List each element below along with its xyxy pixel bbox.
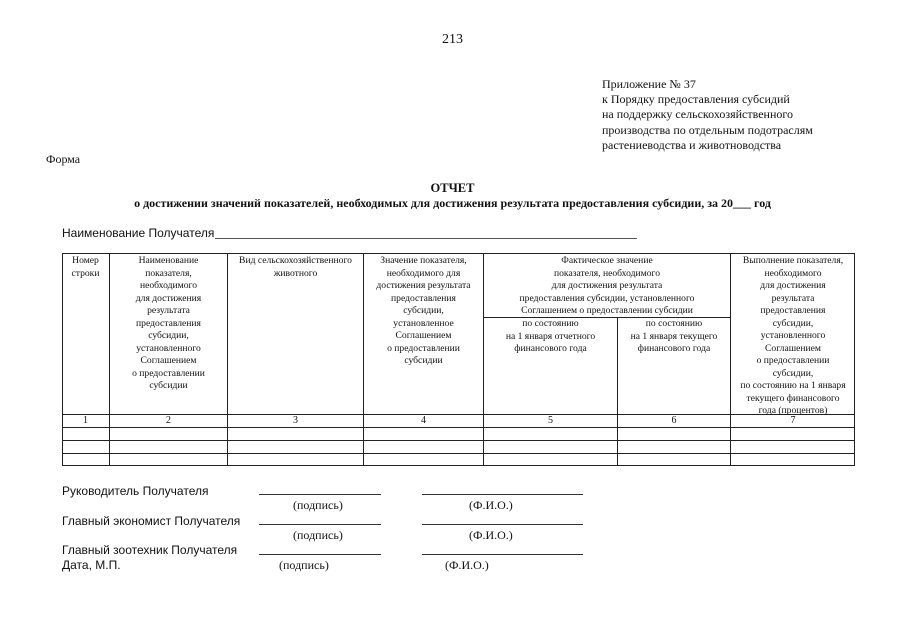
header-indicator-name: Наименование показателя, необходимого для достижения результата предоставления субсидии, установленного Соглашением о предоставлении субсидии bbox=[132, 255, 205, 391]
appendix-line: к Порядку предоставления субсидий bbox=[602, 92, 790, 107]
column-number: 2 bbox=[166, 415, 171, 426]
column-number: 5 bbox=[548, 415, 553, 426]
head-of-recipient-label: Руководитель Получателя bbox=[62, 484, 209, 498]
appendix-note bbox=[602, 77, 892, 153]
date-stamp-label: Дата, М.П. bbox=[62, 558, 121, 572]
table-row[interactable] bbox=[62, 428, 855, 440]
recipient-label: Наименование Получателя bbox=[62, 226, 215, 240]
column-number: 4 bbox=[421, 415, 426, 426]
header-target-value: Значение показателя, необходимого для достижения результата предоставления субсидии, установленное Соглашением о предоставлении субсидии bbox=[376, 255, 471, 366]
appendix-line: производства по отдельным подотраслям bbox=[602, 122, 813, 137]
name-hint: (Ф.И.О.) bbox=[469, 528, 513, 542]
chief-economist-label: Главный экономист Получателя bbox=[62, 514, 241, 528]
signature-hint: (подпись) bbox=[293, 498, 343, 512]
report-title: ОТЧЕТ bbox=[430, 181, 475, 195]
appendix-line: растениеводства и животноводства bbox=[602, 137, 782, 152]
zootechnician-signature-line[interactable] bbox=[259, 554, 381, 555]
column-number: 1 bbox=[83, 415, 88, 426]
header-actual-current-year: по состоянию на 1 января текущего финансового года bbox=[630, 318, 718, 354]
table-row[interactable] bbox=[62, 441, 855, 453]
header-actual-reporting-year: по состоянию на 1 января отчетного финансового года bbox=[505, 318, 596, 354]
column-number: 3 bbox=[293, 415, 298, 426]
header-fulfillment-percent: Выполнение показателя, необходимого для достижения результата предоставления субсидии, установленного Соглашением о предоставлении субсидии, по состоянию на 1 января текущего финансового года (процентов) bbox=[740, 255, 846, 416]
economist-signature-line[interactable] bbox=[259, 524, 381, 525]
header-row-number: Номер строки bbox=[71, 255, 100, 279]
column-number: 6 bbox=[671, 415, 677, 426]
form-label: Форма bbox=[46, 152, 81, 166]
appendix-line: на поддержку сельскохозяйственного bbox=[602, 107, 794, 122]
signature-hint: (подпись) bbox=[279, 558, 329, 572]
report-table bbox=[62, 253, 855, 466]
head-name-line[interactable] bbox=[422, 494, 583, 495]
name-hint: (Ф.И.О.) bbox=[445, 558, 489, 572]
name-hint: (Ф.И.О.) bbox=[469, 498, 513, 512]
report-subtitle: о достижении значений показателей, необходимых для достижения результата предоставления субсидии, за 20___ год bbox=[134, 196, 771, 210]
page-number: 213 bbox=[442, 32, 463, 47]
zootechnician-name-line[interactable] bbox=[422, 554, 583, 555]
appendix-line: Приложение № 37 bbox=[602, 77, 696, 91]
economist-name-line[interactable] bbox=[422, 524, 583, 525]
head-signature-line[interactable] bbox=[259, 494, 381, 495]
chief-zootechnician-label: Главный зоотехник Получателя bbox=[62, 543, 238, 557]
column-number: 7 bbox=[790, 415, 796, 426]
header-animal-type: Вид сельскохозяйственного животного bbox=[239, 255, 352, 279]
header-actual-value-group: Фактическое значение показателя, необходимого для достижения результата предоставления субсидии, установленного Соглашением о предоставлении субсидии bbox=[519, 255, 695, 316]
signature-hint: (подпись) bbox=[293, 528, 343, 542]
table-row[interactable] bbox=[62, 454, 855, 466]
recipient-name-line[interactable] bbox=[215, 238, 637, 239]
